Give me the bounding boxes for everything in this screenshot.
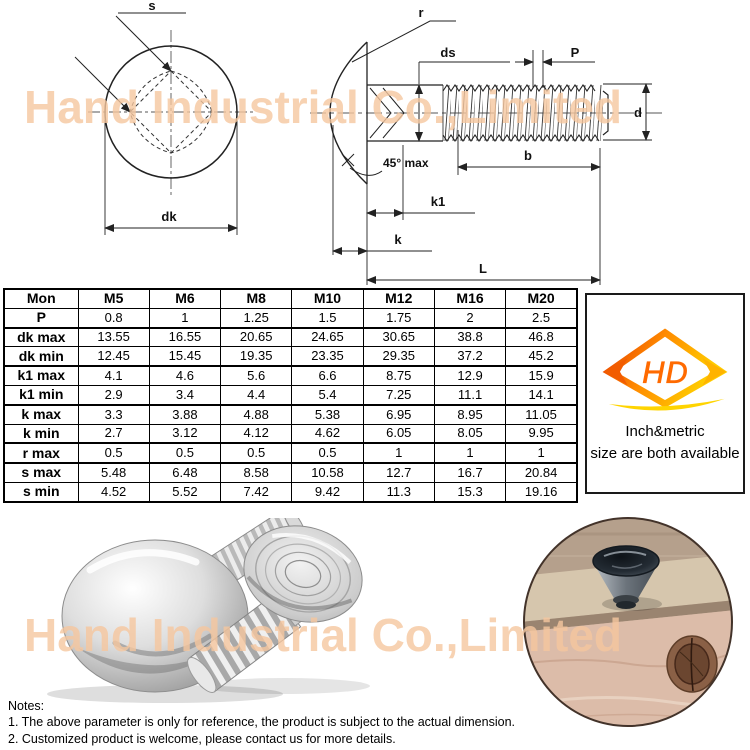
value-cell: 1.25 — [221, 308, 292, 327]
value-cell: 19.16 — [506, 482, 577, 501]
panel-caption-line1: Inch&metric — [625, 423, 705, 440]
dim-label-k: k — [394, 232, 402, 247]
value-cell: 2.5 — [506, 308, 577, 327]
row-label-cell: s max — [4, 463, 78, 482]
dim-label-r: r — [418, 5, 424, 20]
value-cell: 10.58 — [292, 463, 363, 482]
value-cell: 2.7 — [78, 424, 149, 443]
row-label-cell: k1 max — [4, 366, 78, 385]
value-cell: 8.58 — [221, 463, 292, 482]
watermark: Hand Industrial Co.,Limited — [24, 81, 623, 133]
table-row — [4, 482, 577, 501]
table-row — [4, 366, 577, 385]
value-cell: 2 — [434, 308, 505, 327]
value-cell: 8.05 — [434, 424, 505, 443]
value-cell: 5.4 — [292, 385, 363, 404]
row-label-cell: P — [4, 308, 78, 327]
value-cell: 11.05 — [506, 405, 577, 424]
value-cell: 5.52 — [149, 482, 220, 501]
value-cell: 0.5 — [221, 443, 292, 463]
table-col-header: M8 — [221, 289, 292, 308]
value-cell: 14.1 — [506, 385, 577, 404]
value-cell: 6.95 — [363, 405, 434, 424]
value-cell: 15.45 — [149, 347, 220, 366]
value-cell: 24.65 — [292, 328, 363, 347]
value-cell: 20.84 — [506, 463, 577, 482]
value-cell: 0.5 — [292, 443, 363, 463]
value-cell: 37.2 — [434, 347, 505, 366]
value-cell: 8.95 — [434, 405, 505, 424]
note-item-2: 2. Customized product is welcome, please contact us for more details. — [8, 731, 396, 746]
value-cell: 23.35 — [292, 347, 363, 366]
value-cell: 12.45 — [78, 347, 149, 366]
row-label-cell: k1 min — [4, 385, 78, 404]
dim-label-d: d — [634, 105, 642, 120]
value-cell: 4.52 — [78, 482, 149, 501]
value-cell: 1 — [149, 308, 220, 327]
value-cell: 3.12 — [149, 424, 220, 443]
value-cell: 5.48 — [78, 463, 149, 482]
row-label-cell: dk max — [4, 328, 78, 347]
table-col-header: M10 — [292, 289, 363, 308]
value-cell: 6.6 — [292, 366, 363, 385]
value-cell: 2.9 — [78, 385, 149, 404]
value-cell: 4.4 — [221, 385, 292, 404]
table-col-header: M16 — [434, 289, 505, 308]
value-cell: 0.5 — [78, 443, 149, 463]
notes-block — [8, 698, 515, 747]
value-cell: 4.6 — [149, 366, 220, 385]
value-cell: 3.3 — [78, 405, 149, 424]
value-cell: 19.35 — [221, 347, 292, 366]
row-label-cell: k min — [4, 424, 78, 443]
logo-wing-right — [702, 358, 726, 385]
table-row — [4, 443, 577, 463]
value-cell: 20.65 — [221, 328, 292, 347]
table-header-row — [4, 289, 577, 308]
chamfer-x-mark — [342, 154, 354, 166]
row-label-cell: k max — [4, 405, 78, 424]
value-cell: 1 — [363, 443, 434, 463]
application-photo-round — [520, 514, 736, 730]
value-cell: 7.42 — [221, 482, 292, 501]
chamfer-label: 45° max — [383, 156, 429, 170]
table-row — [4, 347, 577, 366]
value-cell: 3.4 — [149, 385, 220, 404]
thread-body — [443, 85, 603, 141]
product-photo-bolts — [20, 518, 400, 703]
table-col-header: M5 — [78, 289, 149, 308]
value-cell: 7.25 — [363, 385, 434, 404]
value-cell: 6.48 — [149, 463, 220, 482]
table-corner-header: Mon — [4, 289, 78, 308]
value-cell: 0.5 — [149, 443, 220, 463]
dim-label-l: L — [479, 261, 487, 276]
logo-monogram: HD — [641, 354, 689, 391]
note-item-1: 1. The above parameter is only for reference, the product is subject to the actual dimension. — [8, 715, 515, 730]
s-extension-2 — [75, 57, 130, 112]
table-col-header: M12 — [363, 289, 434, 308]
dim-label-k1: k1 — [430, 194, 446, 209]
table-col-header: M6 — [149, 289, 220, 308]
value-cell: 1.5 — [292, 308, 363, 327]
value-cell: 1.75 — [363, 308, 434, 327]
value-cell: 15.9 — [506, 366, 577, 385]
table-row — [4, 405, 577, 424]
value-cell: 1 — [434, 443, 505, 463]
table-col-header: M20 — [506, 289, 577, 308]
value-cell: 9.42 — [292, 482, 363, 501]
side-view-drawing — [290, 0, 750, 290]
table-row — [4, 463, 577, 482]
table-row — [4, 385, 577, 404]
panel-caption-line2: size are both available — [590, 444, 740, 462]
dim-label-b: b — [524, 148, 532, 163]
value-cell: 16.55 — [149, 328, 220, 347]
value-cell: 11.3 — [363, 482, 434, 501]
dim-label-dk: dk — [161, 209, 177, 224]
value-cell: 38.8 — [434, 328, 505, 347]
value-cell: 5.38 — [292, 405, 363, 424]
value-cell: 30.65 — [363, 328, 434, 347]
dim-label-ds: ds — [440, 45, 456, 60]
value-cell: 5.6 — [221, 366, 292, 385]
value-cell: 4.12 — [221, 424, 292, 443]
notes-title: Notes: — [8, 699, 45, 713]
dim-label-s: s — [148, 0, 156, 13]
row-label-cell: r max — [4, 443, 78, 463]
value-cell: 12.9 — [434, 366, 505, 385]
logo-wing-left — [604, 358, 628, 385]
table-row — [4, 424, 577, 443]
s-extension-1 — [116, 16, 171, 71]
row-label-cell: dk min — [4, 347, 78, 366]
brand-panel — [585, 293, 745, 494]
value-cell: 16.7 — [434, 463, 505, 482]
value-cell: 8.75 — [363, 366, 434, 385]
wood-knot — [667, 636, 717, 692]
value-cell: 0.8 — [78, 308, 149, 327]
value-cell: 4.88 — [221, 405, 292, 424]
value-cell: 11.1 — [434, 385, 505, 404]
value-cell: 9.95 — [506, 424, 577, 443]
dimension-table-wrap — [3, 288, 578, 503]
value-cell: 15.3 — [434, 482, 505, 501]
value-cell: 45.2 — [506, 347, 577, 366]
value-cell: 12.7 — [363, 463, 434, 482]
value-cell: 4.62 — [292, 424, 363, 443]
front-view-drawing — [40, 0, 290, 250]
value-cell: 29.35 — [363, 347, 434, 366]
value-cell: 1 — [506, 443, 577, 463]
dimension-table — [3, 288, 578, 503]
table-row — [4, 328, 577, 347]
value-cell: 46.8 — [506, 328, 577, 347]
value-cell: 3.88 — [149, 405, 220, 424]
value-cell: 6.05 — [363, 424, 434, 443]
watermark: Hand Industrial Co.,Limited — [24, 609, 623, 661]
company-logo — [597, 327, 733, 413]
row-label-cell: s min — [4, 482, 78, 501]
value-cell: 4.1 — [78, 366, 149, 385]
dim-label-p: P — [570, 45, 580, 60]
table-row — [4, 308, 577, 327]
value-cell: 13.55 — [78, 328, 149, 347]
